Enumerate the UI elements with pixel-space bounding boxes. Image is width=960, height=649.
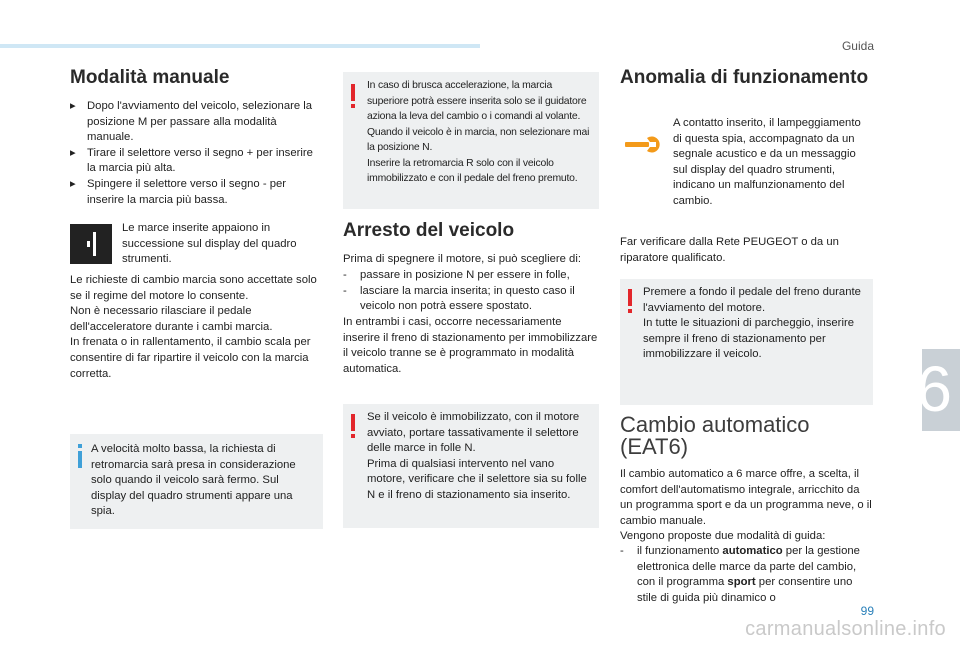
list-item: ▸ Dopo l'avviamento del veicolo, selezionare la posizione M per passare alla modalità manuale. [70,100,313,144]
watermark: carmanualsonline.info [745,618,946,640]
gear-display-icon [70,224,112,264]
list-item: - lasciare la marcia inserita; in questo caso il veicolo non potrà essere spostato. [343,284,575,313]
chapter-number: 6 [916,353,952,425]
manual-body: Le richieste di cambio marcia sono accettate solo se il regime del motore lo consente. Non è necessario rilasciare il pedale dell'acceleratore durante i cambi marcia. In frenata o in rallentamento, il cambio scala per consentire di far ripartire il veicolo con la marcia corretta. [70,274,317,380]
list-item: ▸ Tirare il selettore verso il segno + per inserire la marcia più alta. [70,146,313,175]
malfunction-body: Far verificare dalla Rete PEUGEOT o da un riparatore qualificato. [620,236,839,264]
arrow-bullet-icon: ▸ [70,100,76,112]
heading-manual-mode: Modalità manuale [70,67,230,88]
warning-icon [351,84,355,108]
arrow-bullet-icon: ▸ [70,146,76,159]
warning-box-brake: Premere a fondo il pedale del freno durante l'avviamento del motore. In tutte le situazioni di parcheggio, inserire sempre il freno di stazionamento per immobilizzare il veicolo. [620,279,873,405]
warning-icon [351,414,355,438]
header-bar [0,44,480,48]
info-icon [78,444,82,468]
wrench-icon [625,133,661,153]
heading-malfunction: Anomalia di funzionamento [620,67,869,88]
stop-intro: Prima di spegnere il motore, si può scegliere di: [343,253,581,265]
warning-icon [628,289,632,313]
list-item: - passare in posizione N per essere in folle, [343,269,570,281]
list-item: - il funzionamento automatico per la gestione elettronica delle marce da parte del cambio, con il programma sport per consentire uno stile di guida più dinamico o [620,545,860,604]
heading-automatic-gearbox: Cambio automatico (EAT6) [620,412,810,459]
display-note: Le marce inserite appaiono in successione sul display del quadro strumenti. [122,222,297,266]
list-item: ▸ Spingere il selettore verso il segno - per inserire la marcia più bassa. [70,177,287,206]
warning-box-gearshift: In caso di brusca accelerazione, la marcia superiore potrà essere inserita solo se il guidatore aziona la leva del cambio o i comandi al volante. Quando il veicolo è in marcia, non selezionare mai la posizione N. Inserire la retromarcia R solo con il veicolo immobilizzato e con il pedale del freno premuto. [343,72,599,209]
stop-body: In entrambi i casi, occorre necessariamente inserire il freno di stazionamento per immobilizzare il veicolo tranne se è programmato in modalità automatica. [343,316,598,375]
malfunction-icon-text: A contatto inserito, il lampeggiamento di questa spia, accompagnato da un segnale acustico e da un messaggio sul display del quadro strumenti, indicano un malfunzionamento del cambio. [673,117,861,207]
heading-vehicle-stop: Arresto del veicolo [343,220,515,241]
automatic-body: Il cambio automatico a 6 marce offre, a scelta, il comfort dell'automatismo integrale, arricchito da un programma sport e da un programma neve, o il cambio manuale. Vengono proposte due modalità di guida: [620,468,872,543]
modes-list [620,544,873,606]
section-label: Guida [841,39,874,53]
manual-steps-list [70,99,322,208]
warning-box-neutral: Se il veicolo è immobilizzato, con il motore avviato, portare tassativamente il selettore delle marce in folle N. Prima di qualsiasi intervento nel vano motore, verificare che il selettore sia su folle N e il freno di stazionamento sia inserito. [343,404,599,528]
gear-number-icon [70,224,112,264]
stop-options-list [343,268,601,315]
page-number: 99 [860,604,874,618]
info-box: A velocità molto bassa, la richiesta di retromarcia sarà presa in considerazione solo quando il veicolo sarà fermo. Sul display del quadro strumenti appare una spia. [70,434,323,529]
arrow-bullet-icon: ▸ [70,177,76,190]
